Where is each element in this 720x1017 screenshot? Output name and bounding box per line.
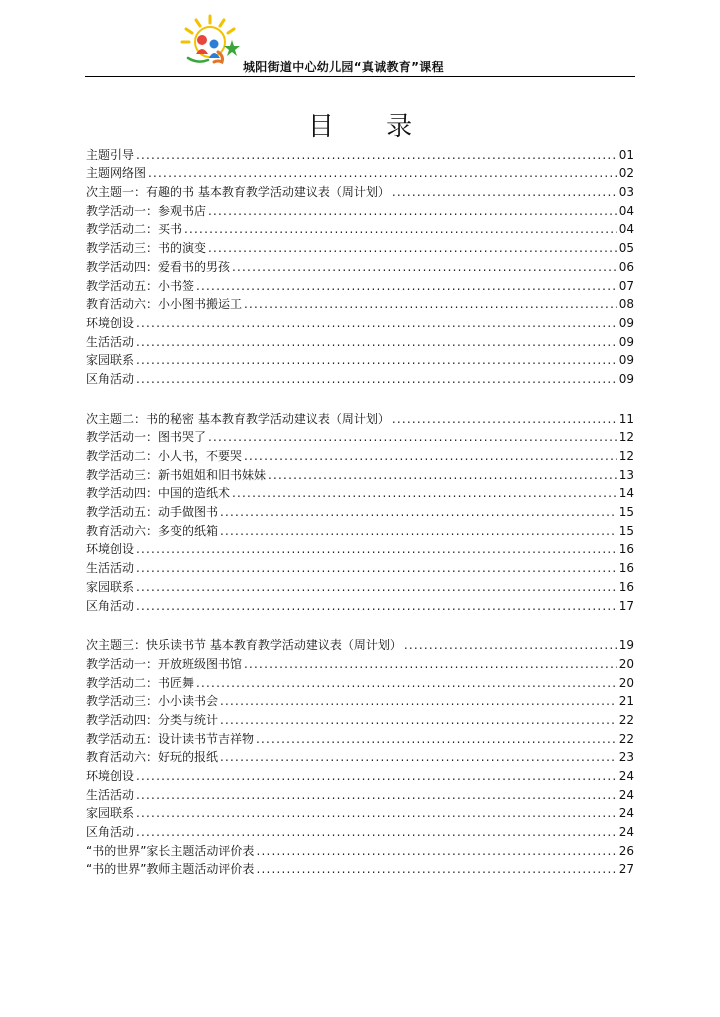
toc-entry-label: 教育活动六：好玩的报纸 — [86, 750, 219, 765]
toc-entry-label: 区角活动 — [86, 598, 135, 613]
school-logo-icon — [178, 14, 242, 72]
toc-entry-label: “书的世界”家长主题活动评价表 — [86, 843, 255, 858]
toc-entry-page-number: 15 — [618, 523, 634, 538]
toc-dot-leader — [232, 486, 617, 501]
toc-dot-leader — [184, 222, 617, 237]
toc-entry-label: 主题网络图 — [86, 166, 147, 181]
toc-entry-label: 教学活动四：爱看书的男孩 — [86, 259, 231, 274]
toc-entry[interactable] — [86, 728, 634, 747]
toc-entry[interactable] — [86, 803, 634, 822]
toc-entry-label: 教学活动四：分类与统计 — [86, 712, 219, 727]
toc-entry[interactable] — [86, 181, 634, 200]
toc-entry-label: 教学活动三：新书姐姐和旧书妹妹 — [86, 467, 267, 482]
toc-entry[interactable] — [86, 653, 634, 672]
toc-entry[interactable] — [86, 219, 634, 238]
toc-entry-page-number: 07 — [618, 278, 634, 293]
toc-entry[interactable] — [86, 445, 634, 464]
toc-entry[interactable] — [86, 595, 634, 614]
toc-entry-label: 教学活动二：小人书，不要哭 — [86, 449, 243, 463]
toc-entry[interactable] — [86, 483, 634, 502]
header-school-title: 城阳街道中心幼儿园“真诚教育”课程 — [243, 60, 444, 74]
toc-entry[interactable] — [86, 163, 634, 182]
toc-dot-leader — [244, 449, 617, 464]
toc-entry-label: 教学活动四：中国的造纸术 — [86, 486, 231, 501]
toc-entry[interactable] — [86, 408, 634, 427]
toc-dot-leader — [136, 788, 617, 803]
toc-entry-label: 次主题二：书的秘密 基本教育教学活动建议表（周计划） — [86, 411, 390, 426]
toc-dot-leader — [148, 166, 617, 181]
toc-dot-leader — [136, 825, 617, 840]
toc-entry-page-number: 17 — [618, 598, 634, 613]
toc-entry[interactable] — [86, 312, 634, 331]
toc-entry-label: 教学活动一：图书哭了 — [86, 430, 207, 445]
toc-entry-page-number: 01 — [618, 147, 634, 162]
table-of-contents — [86, 144, 634, 877]
toc-entry-page-number: 16 — [618, 579, 634, 594]
toc-entry[interactable] — [86, 840, 634, 859]
toc-entry-page-number: 05 — [618, 241, 634, 256]
toc-entry-page-number: 12 — [618, 449, 634, 463]
toc-entry[interactable] — [86, 464, 634, 483]
toc-dot-leader — [136, 599, 617, 614]
toc-entry-label: 教学活动三：小小读书会 — [86, 694, 219, 709]
toc-entry-label: 教育活动六：多变的纸箱 — [86, 523, 219, 538]
toc-entry-label: 次主题一：有趣的书 基本教育教学活动建议表（周计划） — [86, 185, 390, 200]
toc-entry-label: 教学活动五：设计读书节吉祥物 — [86, 731, 255, 746]
toc-entry[interactable] — [86, 784, 634, 803]
toc-entry-page-number: 09 — [618, 371, 634, 386]
toc-entry-label: 环境创设 — [86, 315, 135, 330]
toc-entry-label: 家园联系 — [86, 353, 135, 368]
page-title: 目 录 — [307, 112, 435, 143]
toc-entry-label: 教学活动五：小书签 — [86, 278, 195, 293]
toc-dot-leader — [392, 412, 617, 427]
toc-entry-page-number: 24 — [618, 787, 634, 802]
toc-dot-leader — [220, 505, 617, 520]
toc-dot-leader — [136, 806, 617, 821]
toc-dot-leader — [220, 713, 617, 728]
toc-entry[interactable] — [86, 557, 634, 576]
toc-entry-page-number: 09 — [618, 315, 634, 330]
toc-section-3 — [86, 635, 634, 878]
toc-dot-leader — [136, 148, 617, 163]
toc-dot-leader — [136, 335, 617, 350]
toc-entry-page-number: 20 — [618, 656, 634, 671]
toc-dot-leader — [232, 260, 617, 275]
toc-entry-label: 教学活动二：买书 — [86, 222, 183, 237]
toc-dot-leader — [136, 561, 617, 576]
toc-entry-page-number: 27 — [618, 862, 634, 877]
toc-entry[interactable] — [86, 672, 634, 691]
toc-dot-leader — [220, 524, 617, 539]
toc-entry-page-number: 02 — [618, 166, 634, 181]
toc-entry-label: “书的世界”教师主题活动评价表 — [86, 862, 255, 877]
toc-entry-page-number: 12 — [618, 430, 634, 445]
toc-dot-leader — [136, 769, 617, 784]
toc-dot-leader — [404, 638, 617, 653]
toc-dot-leader — [256, 862, 616, 877]
toc-dot-leader — [220, 750, 617, 765]
toc-dot-leader — [208, 241, 617, 256]
toc-entry-label: 教学活动五：动手做图书 — [86, 505, 219, 520]
toc-entry-label: 生活活动 — [86, 787, 135, 802]
toc-entry-page-number: 21 — [618, 694, 634, 709]
toc-entry[interactable] — [86, 200, 634, 219]
toc-entry[interactable] — [86, 747, 634, 766]
toc-entry[interactable] — [86, 368, 634, 387]
toc-entry[interactable] — [86, 237, 634, 256]
toc-entry-label: 家园联系 — [86, 806, 135, 821]
toc-entry[interactable] — [86, 501, 634, 520]
toc-entry-label: 教育活动六：小小图书搬运工 — [86, 297, 243, 312]
toc-entry-page-number: 22 — [618, 712, 634, 727]
toc-dot-leader — [196, 676, 617, 691]
toc-entry-page-number: 04 — [618, 203, 634, 218]
toc-entry-label: 生活活动 — [86, 334, 135, 349]
toc-dot-leader — [136, 372, 617, 387]
toc-dot-leader — [268, 468, 617, 483]
toc-entry[interactable] — [86, 350, 634, 369]
toc-entry-page-number: 16 — [618, 542, 634, 557]
toc-entry[interactable] — [86, 765, 634, 784]
toc-entry-label: 区角活动 — [86, 825, 135, 840]
toc-dot-leader — [136, 542, 617, 557]
toc-entry[interactable] — [86, 294, 634, 313]
toc-entry-label: 环境创设 — [86, 769, 135, 783]
toc-dot-leader — [136, 580, 617, 595]
toc-entry-label: 家园联系 — [86, 579, 135, 594]
toc-dot-leader — [256, 732, 617, 747]
toc-entry-label: 次主题三：快乐读书节 基本教育教学活动建议表（周计划） — [86, 638, 402, 653]
toc-entry-page-number: 14 — [618, 486, 634, 501]
toc-dot-leader — [244, 657, 617, 672]
toc-dot-leader — [256, 844, 616, 859]
toc-entry-page-number: 13 — [618, 467, 634, 482]
toc-entry-label: 环境创设 — [86, 542, 135, 557]
toc-entry-page-number: 06 — [618, 259, 634, 274]
toc-entry-label: 教学活动一：参观书店 — [86, 203, 207, 218]
toc-entry-page-number: 09 — [618, 353, 634, 368]
toc-entry-page-number: 20 — [618, 675, 634, 690]
toc-entry[interactable] — [86, 635, 634, 654]
toc-entry-page-number: 04 — [618, 222, 634, 237]
toc-entry[interactable] — [86, 709, 634, 728]
toc-dot-leader — [136, 316, 617, 331]
toc-entry-page-number: 11 — [618, 411, 634, 426]
toc-entry[interactable] — [86, 539, 634, 558]
toc-entry-label: 教学活动三：书的演变 — [86, 241, 207, 256]
toc-section-1 — [86, 144, 634, 387]
toc-dot-leader — [244, 297, 617, 312]
toc-dot-leader — [220, 694, 617, 709]
toc-entry[interactable] — [86, 821, 634, 840]
toc-entry[interactable] — [86, 576, 634, 595]
toc-entry-page-number: 16 — [618, 561, 634, 576]
toc-dot-leader — [208, 430, 617, 445]
toc-entry-label: 生活活动 — [86, 561, 135, 576]
toc-entry-page-number: 24 — [618, 769, 634, 783]
toc-entry-page-number: 15 — [618, 505, 634, 520]
toc-entry-label: 教学活动二：书匠舞 — [86, 675, 195, 690]
toc-dot-leader — [196, 279, 617, 294]
toc-entry-page-number: 26 — [618, 843, 634, 858]
toc-entry[interactable] — [86, 520, 634, 539]
toc-entry-page-number: 03 — [618, 185, 634, 200]
toc-entry[interactable] — [86, 331, 634, 350]
toc-entry[interactable] — [86, 256, 634, 275]
toc-entry[interactable] — [86, 859, 634, 878]
toc-dot-leader — [208, 204, 617, 219]
toc-entry-page-number: 19 — [618, 638, 634, 653]
toc-entry[interactable] — [86, 427, 634, 446]
toc-entry-label: 主题引导 — [86, 147, 135, 162]
toc-entry-page-number: 08 — [618, 297, 634, 312]
toc-entry-label: 区角活动 — [86, 371, 135, 386]
toc-entry-page-number: 24 — [618, 806, 634, 821]
toc-entry[interactable] — [86, 275, 634, 294]
header-divider — [85, 76, 635, 77]
toc-entry[interactable] — [86, 144, 634, 163]
toc-entry[interactable] — [86, 691, 634, 710]
toc-entry-page-number: 24 — [618, 825, 634, 840]
toc-section-2 — [86, 408, 634, 614]
toc-dot-leader — [136, 353, 617, 368]
toc-entry-page-number: 23 — [618, 750, 634, 765]
toc-entry-page-number: 09 — [618, 334, 634, 349]
toc-entry-page-number: 22 — [618, 731, 634, 746]
toc-dot-leader — [392, 185, 617, 200]
toc-entry-label: 教学活动一：开放班级图书馆 — [86, 656, 243, 671]
